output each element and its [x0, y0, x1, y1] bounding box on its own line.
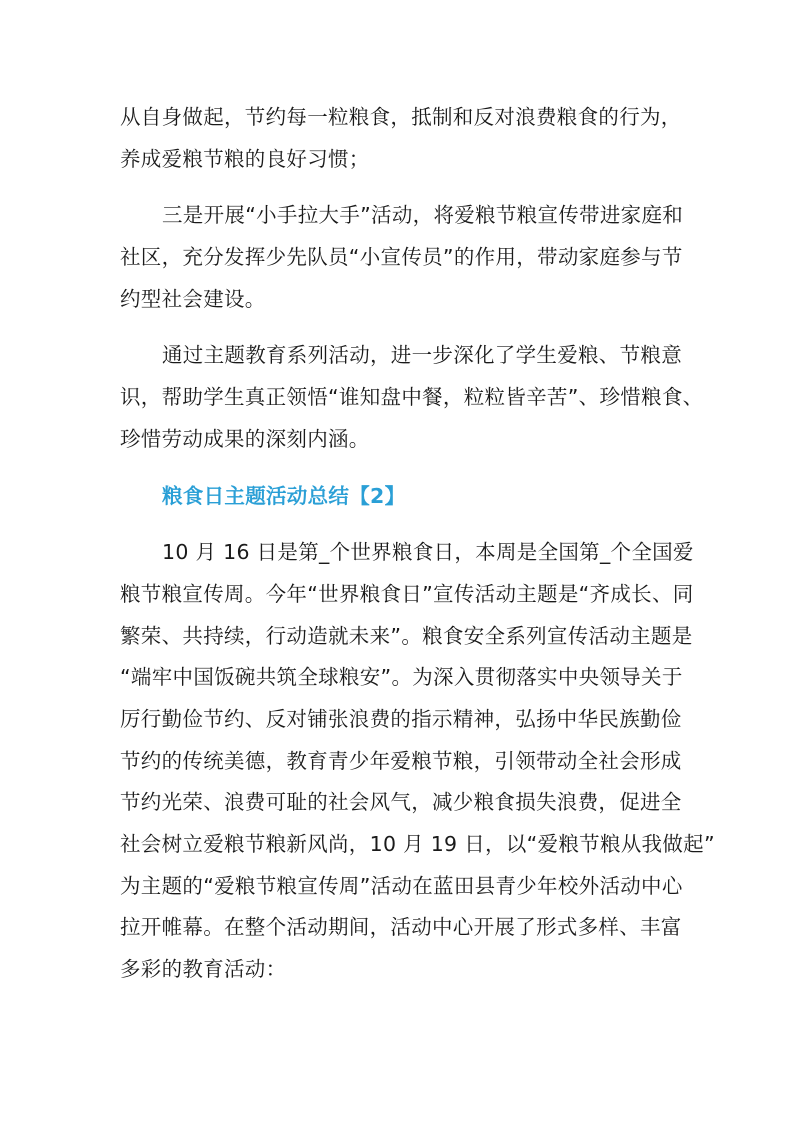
text-line: 珍惜劳动成果的深刻内涵。	[120, 426, 370, 451]
text-line: “端牢中国饭碗共筑全球粮安”。为深入贯彻落实中央领导关于	[120, 665, 683, 690]
text-line: 繁荣、共持续，行动造就未来”。粮食安全系列宣传活动主题是	[120, 623, 693, 648]
text-line: 厉行勤俭节约、反对铺张浪费的指示精神，弘扬中华民族勤俭	[120, 706, 682, 731]
text-line: 养成爱粮节粮的良好习惯；	[120, 146, 370, 171]
text-line: 约型社会建设。	[120, 286, 266, 311]
text-line: 10 月 16 日是第_个世界粮食日，本周是全国第_个全国爱	[162, 540, 694, 565]
text-line: 为主题的“爱粮节粮宣传周”活动在蓝田县青少年校外活动中心	[120, 873, 683, 898]
document-body	[120, 97, 720, 1006]
text-line: 识，帮助学生真正领悟“谁知盘中餐，粒粒皆辛苦”、珍惜粮食、	[120, 385, 704, 410]
text-line: 节约光荣、浪费可耻的社会风气，减少粮食损失浪费，促进全	[120, 790, 682, 815]
text-line: 通过主题教育系列活动，进一步深化了学生爱粮、节粮意	[162, 343, 682, 368]
paragraph	[120, 97, 720, 180]
paragraph	[120, 532, 720, 991]
text-line: 多彩的教育活动：	[120, 957, 287, 982]
text-line: 拉开帷幕。在整个活动期间，活动中心开展了形式多样、丰富	[120, 915, 682, 940]
text-line: 社会树立爱粮节粮新风尚，10 月 19 日，以“爱粮节粮从我做起”	[120, 832, 715, 856]
text-line: 节约的传统美德，教育青少年爱粮节粮，引领带动全社会形成	[120, 748, 682, 773]
section-heading	[120, 476, 720, 518]
text-line: 从自身做起，节约每一粒粮食，抵制和反对浪费粮食的行为，	[120, 105, 682, 129]
paragraph	[120, 195, 720, 320]
heading-text: 粮食日主题活动总结【2】	[162, 483, 406, 508]
paragraph	[120, 335, 720, 460]
text-line: 社区，充分发挥少先队员“小宣传员”的作用，带动家庭参与节	[120, 245, 683, 270]
text-line: 粮节粮宣传周。今年“世界粮食日”宣传活动主题是“齐成长、同	[120, 581, 694, 606]
text-line: 三是开展“小手拉大手”活动，将爱粮节粮宣传带进家庭和	[162, 203, 684, 228]
